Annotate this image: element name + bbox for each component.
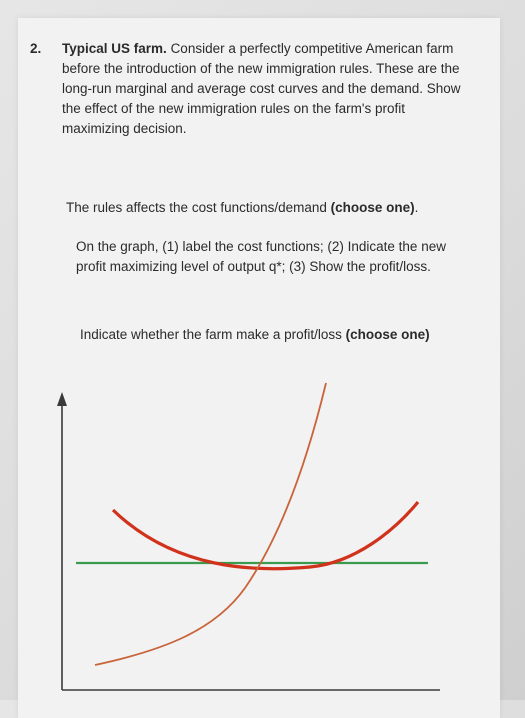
- choose-one-label-2: (choose one): [345, 327, 430, 342]
- average-cost-curve: [113, 502, 418, 569]
- choose-one-label: (choose one): [330, 200, 415, 215]
- question-lead: Typical US farm.: [62, 41, 167, 56]
- instruction-affects: The rules affects the cost functions/demand (choose one).: [66, 200, 419, 215]
- y-axis-arrow-icon: [57, 392, 67, 406]
- instruction-graph: On the graph, (1) label the cost functions; (2) Indicate the new profit maximizing level of output q*; (3) Show the profit/loss.: [76, 239, 446, 274]
- question-body: Consider a perfectly competitive American farm before the introduction of the new immigration rules. These are the long-run marginal and average cost curves and the demand. Show the effect of the new immigration rules on the farm's profit maximizing decision.: [62, 41, 461, 136]
- question-number: 2.: [30, 41, 42, 56]
- instruction-profit-loss-text: Indicate whether the farm make a profit/loss: [80, 327, 346, 342]
- instruction-affects-text: The rules affects the cost functions/demand: [66, 200, 331, 215]
